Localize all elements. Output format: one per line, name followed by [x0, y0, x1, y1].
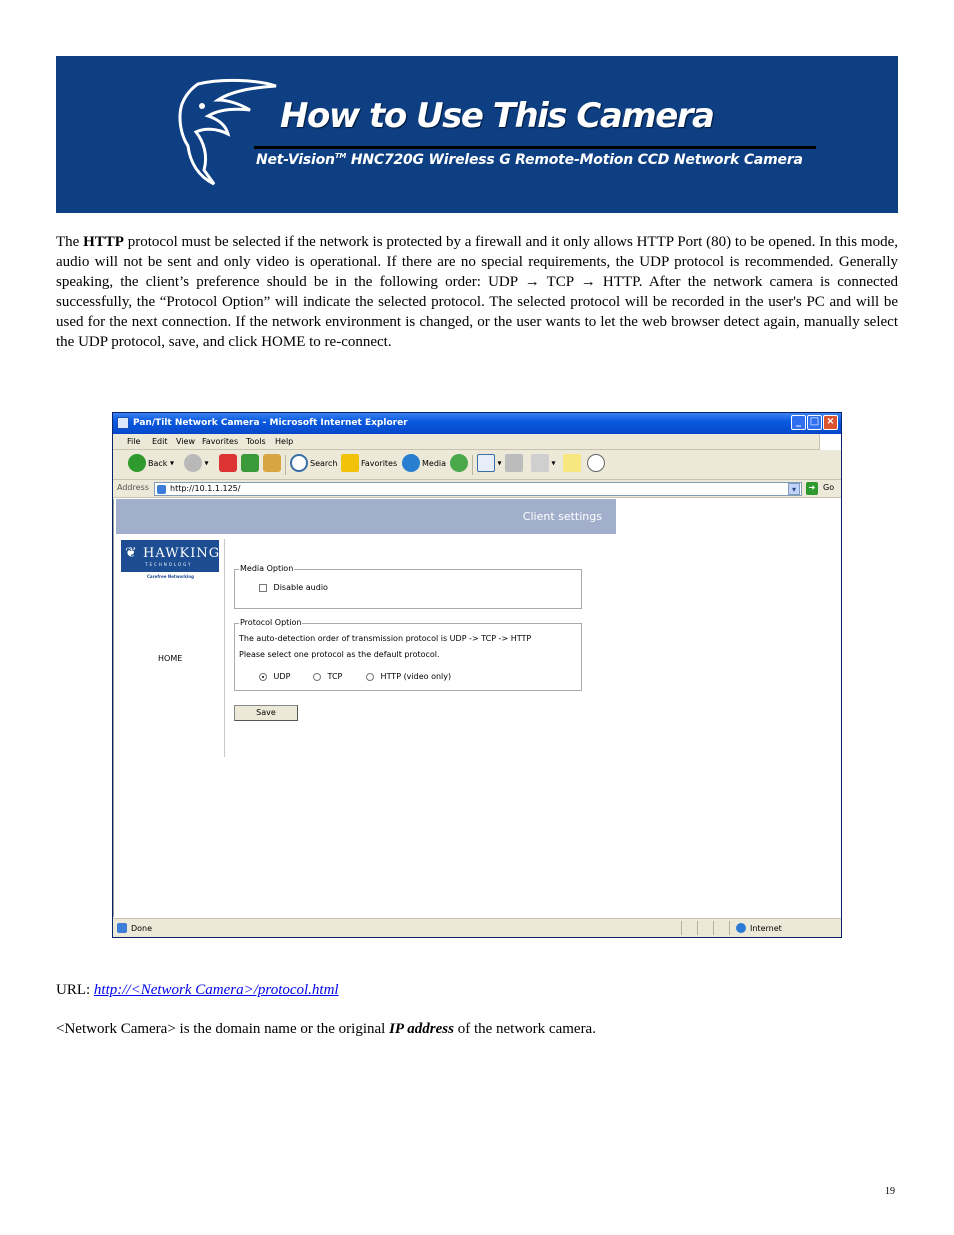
hawking-logo: ❦ HAWKING TECHNOLOGY [121, 540, 219, 572]
toolbar-separator [472, 455, 473, 475]
toolbar-separator [285, 455, 286, 475]
udp-option[interactable]: UDP [259, 672, 290, 681]
status-pane-divider [729, 921, 730, 935]
intro-paragraph: The HTTP protocol must be selected if the network is protected by a firewall and it only allows HTTP Port (80) to be opened. In this mode, audio will not be sent and only video is operational. If there are no special requirements, the UDP protocol is recommended. Generally speaking, the client’s preference should be in the following order: UDP → TCP → HTTP. After the network camera is connected successfully, the “Protocol Option” will indicate the selected protocol. The selected protocol will be recorded in the user's PC and will be used for the next connection. If the network environment is changed, or the user wants to let the web browser detect again, manually select the UDP protocol, save, and click HOME to re-connect. [56, 234, 899, 350]
protocol-description-2: Please select one protocol as the default protocol. [239, 650, 440, 659]
maximize-button[interactable]: □ [807, 415, 822, 430]
protocol-description-1: The auto-detection order of transmission protocol is UDP -> TCP -> HTTP [239, 634, 532, 643]
page-icon [157, 485, 166, 494]
menu-edit[interactable]: Edit [152, 437, 168, 446]
close-button[interactable]: × [823, 415, 838, 430]
page-done-icon [117, 923, 127, 933]
ie-window-screenshot [112, 412, 842, 938]
minimize-button[interactable]: _ [791, 415, 806, 430]
menu-view[interactable]: View [176, 437, 195, 446]
status-bar [113, 918, 841, 937]
address-value: http://10.1.1.125/ [170, 484, 241, 493]
tcp-option[interactable]: TCP [313, 672, 342, 681]
http-term: HTTP [83, 234, 124, 250]
home-icon [263, 454, 281, 472]
media-option-legend: Media Option [240, 564, 294, 573]
internet-zone-icon [736, 923, 746, 933]
status-pane-divider [713, 921, 714, 935]
refresh-button[interactable] [241, 454, 259, 476]
hawk-logo-icon: ❦ [125, 545, 137, 561]
udp-radio[interactable] [259, 673, 267, 681]
media-option-group [234, 564, 582, 609]
http-radio[interactable] [366, 673, 374, 681]
disable-audio-checkbox[interactable] [259, 584, 267, 592]
disable-audio-label: Disable audio [273, 583, 328, 592]
history-icon [450, 454, 468, 472]
home-button[interactable] [263, 454, 281, 476]
logo-tagline: Carefree Networking [147, 574, 194, 579]
network-camera-note: <Network Camera> is the domain name or the original IP address of the network camera. [56, 1021, 596, 1037]
star-icon [341, 454, 359, 472]
http-option[interactable]: HTTP (video only) [366, 672, 451, 681]
url-line: URL: http://<Network Camera>/protocol.html [56, 982, 339, 998]
status-text: Done [131, 924, 153, 933]
go-button[interactable]: Go [823, 483, 835, 492]
menu-bar [113, 434, 841, 450]
ip-address-term: IP address [389, 1021, 454, 1037]
windows-flag-icon [819, 434, 841, 450]
window-title: Pan/Tilt Network Camera - Microsoft Internet Explorer [133, 418, 408, 428]
home-link[interactable]: HOME [158, 654, 183, 663]
back-arrow-icon [128, 454, 146, 472]
client-settings-title: Client settings [522, 510, 602, 523]
edit-icon [531, 454, 549, 472]
page-content [113, 499, 841, 917]
printer-icon [505, 454, 523, 472]
zone-text: Internet [750, 924, 782, 933]
client-settings-header [116, 499, 616, 534]
stop-icon [219, 454, 237, 472]
ie-page-icon [117, 417, 129, 429]
menu-file[interactable]: File [127, 437, 141, 446]
messenger-button[interactable] [587, 454, 605, 476]
status-pane-divider [681, 921, 682, 935]
disable-audio-row [259, 583, 328, 592]
nav-divider [224, 539, 225, 757]
mail-icon [477, 454, 495, 472]
header-banner [56, 56, 898, 213]
forward-button[interactable]: ▾ [184, 454, 209, 476]
edit-button[interactable]: ▾ [531, 454, 556, 476]
refresh-icon [241, 454, 259, 472]
discuss-button[interactable] [563, 454, 581, 476]
favorites-button[interactable]: Favorites [341, 454, 397, 476]
address-input[interactable] [154, 482, 802, 496]
go-arrow-icon[interactable]: ➜ [806, 482, 818, 495]
toolbar [113, 450, 841, 480]
print-button[interactable] [505, 454, 523, 476]
eagle-logo-icon [168, 76, 278, 188]
messenger-icon [587, 454, 605, 472]
protocol-url-link[interactable]: http://<Network Camera>/protocol.html [93, 982, 339, 998]
note-icon [563, 454, 581, 472]
media-icon [402, 454, 420, 472]
forward-arrow-icon [184, 454, 202, 472]
page-number: 19 [885, 1186, 895, 1197]
window-titlebar [113, 413, 841, 434]
menu-favorites[interactable]: Favorites [202, 437, 239, 446]
mail-button[interactable]: ▾ [477, 454, 502, 476]
back-button[interactable]: Back ▾ [128, 454, 174, 476]
tcp-radio[interactable] [313, 673, 321, 681]
protocol-option-legend: Protocol Option [240, 618, 302, 627]
banner-title: How to Use This Camera [280, 96, 714, 136]
address-dropdown-icon[interactable]: ▾ [788, 483, 800, 495]
banner-subtitle: Net-Vision™ HNC720G Wireless G Remote-Motion CCD Network Camera [256, 152, 803, 168]
banner-rule [254, 146, 816, 149]
media-button[interactable]: Media [402, 454, 446, 476]
menu-help[interactable]: Help [275, 437, 294, 446]
address-bar [113, 480, 841, 498]
menu-tools[interactable]: Tools [246, 437, 266, 446]
protocol-option-group [234, 618, 582, 691]
stop-button[interactable] [219, 454, 237, 476]
status-pane-divider [697, 921, 698, 935]
search-button[interactable]: Search [290, 454, 337, 476]
save-button[interactable]: Save [234, 705, 298, 721]
history-button[interactable] [450, 454, 468, 476]
address-label: Address [117, 483, 149, 492]
search-icon [290, 454, 308, 472]
